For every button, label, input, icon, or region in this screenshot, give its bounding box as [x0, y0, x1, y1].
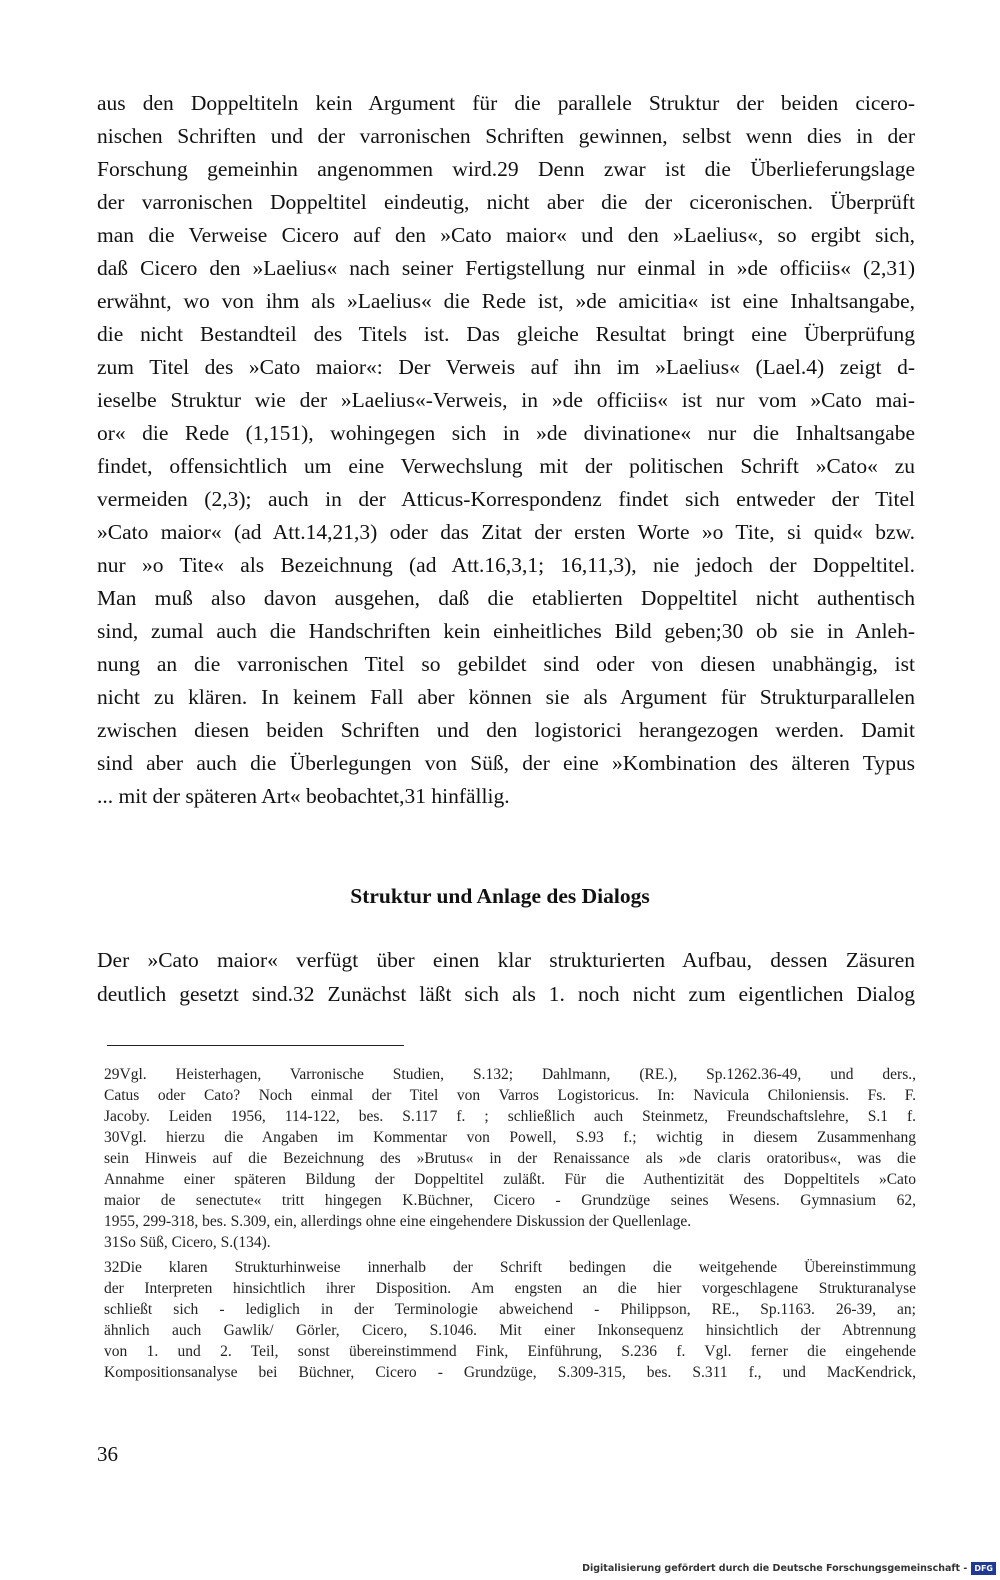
body-line: findet, offensichtlich um eine Verwechslung mit der politischen Schrift »Cato« zu: [97, 454, 915, 478]
footnote-line: maior de senectute« tritt hingegen K.Büchner, Cicero - Grundzüge seines Wesens. Gymnasium 62,: [104, 1192, 916, 1209]
body-line: sind, zumal auch die Handschriften kein einheitliches Bild geben;30 ob sie in Anleh-: [97, 619, 915, 643]
footnote-line: sein Hinweis auf die Bezeichnung des »Brutus« in der Renaissance als »de claris oratoribus«, was die: [104, 1150, 916, 1167]
body-line: zwischen diesen beiden Schriften und den logistorici herangezogen werden. Damit: [97, 718, 915, 742]
page-number: 36: [97, 1442, 118, 1466]
body-line: daß Cicero den »Laelius« nach seiner Fertigstellung nur einmal in »de officiis« (2,31): [97, 256, 915, 280]
footnote-line: 31So Süß, Cicero, S.(134).: [104, 1234, 271, 1251]
body-line: nischen Schriften und der varronischen Schriften gewinnen, selbst wenn dies in der: [97, 124, 915, 148]
body-line: nur »o Tite« als Bezeichnung (ad Att.16,3,1; 16,11,3), nie jedoch der Doppeltitel.: [97, 553, 915, 577]
body-line: or« die Rede (1,151), wohingegen sich in »de divinatione« nur die Inhaltsangabe: [97, 421, 915, 445]
body-line: erwähnt, wo von ihm als »Laelius« die Rede ist, »de amicitia« ist eine Inhaltsangabe,: [97, 289, 915, 313]
body-line: der varronischen Doppeltitel eindeutig, nicht aber die der ciceronischen. Überprüft: [97, 190, 915, 214]
body-line: »Cato maior« (ad Att.14,21,3) oder das Zitat der ersten Worte »o Tite, si quid« bzw.: [97, 520, 915, 544]
body-line: ieselbe Struktur wie der »Laelius«-Verweis, in »de officiis« ist nur vom »Cato mai-: [97, 388, 915, 412]
section-heading: Struktur und Anlage des Dialogs: [350, 884, 650, 908]
dfg-logo-icon: DFG: [971, 1562, 996, 1575]
body-line: man die Verweise Cicero auf den »Cato maior« und den »Laelius«, so ergibt sich,: [97, 223, 915, 247]
body-line: zum Titel des »Cato maior«: Der Verweis auf ihn im »Laelius« (Lael.4) zeigt d-: [97, 355, 915, 379]
footnote-line: ähnlich auch Gawlik/ Görler, Cicero, S.1046. Mit einer Inkonsequenz hinsichtlich der Abtrennung: [104, 1322, 916, 1339]
footnote-line: von 1. und 2. Teil, sonst übereinstimmend Fink, Einführung, S.236 f. Vgl. ferner die eingehende: [104, 1343, 916, 1360]
footnote-line: 1955, 299-318, bes. S.309, ein, allerdings ohne eine eingehendere Diskussion der Quellenlage.: [104, 1213, 692, 1230]
footnote-line: 30Vgl. hierzu die Angaben im Kommentar von Powell, S.93 f.; wichtig in diesem Zusammenhang: [104, 1129, 916, 1146]
footnote-line: schließt sich - lediglich in der Terminologie abweichend - Philippson, RE., Sp.1163. 26-39, an;: [104, 1301, 916, 1318]
footnote-line: Annahme einer späteren Bildung der Doppeltitel zuläßt. Für die Authentizität des Doppeltitels »Cato: [104, 1171, 916, 1188]
footnote-line: 29Vgl. Heisterhagen, Varronische Studien, S.132; Dahlmann, (RE.), Sp.1262.36-49, und ders.,: [104, 1066, 916, 1083]
body-line: nicht zu klären. In keinem Fall aber können sie als Argument für Strukturparallelen: [97, 685, 915, 709]
body-line: ... mit der späteren Art« beobachtet,31 hinfällig.: [97, 784, 510, 808]
body-line: deutlich gesetzt sind.32 Zunächst läßt sich als 1. noch nicht zum eigentlichen Dialog: [97, 982, 915, 1006]
body-line: aus den Doppeltiteln kein Argument für die parallele Struktur der beiden cicero-: [97, 91, 915, 115]
body-line: Der »Cato maior« verfügt über einen klar strukturierten Aufbau, dessen Zäsuren: [97, 948, 915, 972]
footnote-divider: [107, 1045, 404, 1046]
body-line: Forschung gemeinhin angenommen wird.29 Denn zwar ist die Überlieferungslage: [97, 157, 915, 181]
body-line: vermeiden (2,3); auch in der Atticus-Korrespondenz findet sich entweder der Titel: [97, 487, 915, 511]
body-line: die nicht Bestandteil des Titels ist. Das gleiche Resultat bringt eine Überprüfung: [97, 322, 915, 346]
body-line: sind aber auch die Überlegungen von Süß, der eine »Kombination des älteren Typus: [97, 751, 915, 775]
credit-text: Digitalisierung gefördert durch die Deutsche Forschungsgemeinschaft -: [582, 1562, 968, 1574]
footnote-line: Jacoby. Leiden 1956, 114-122, bes. S.117 f. ; schließlich auch Steinmetz, Freundschaftslehre, S.1 f.: [104, 1108, 916, 1125]
footnote-line: 32Die klaren Strukturhinweise innerhalb der Schrift bedingen die weitgehende Übereinstimmung: [104, 1259, 916, 1276]
footnote-line: Kompositionsanalyse bei Büchner, Cicero - Grundzüge, S.309-315, bes. S.311 f., und MacKendrick,: [104, 1364, 916, 1381]
body-line: Man muß also davon ausgehen, daß die etablierten Doppeltitel nicht authentisch: [97, 586, 915, 610]
digitization-credit: [582, 1560, 996, 1576]
body-line: nung an die varronischen Titel so gebildet sind oder von diesen unabhängig, ist: [97, 652, 915, 676]
footnote-line: Catus oder Cato? Noch einmal der Titel von Varros Logistoricus. In: Navicula Chiloniensis. Fs. F.: [104, 1087, 916, 1104]
footnote-line: der Interpreten hinsichtlich ihrer Disposition. Am engsten an die hier vorgeschlagene Strukturanalyse: [104, 1280, 916, 1297]
